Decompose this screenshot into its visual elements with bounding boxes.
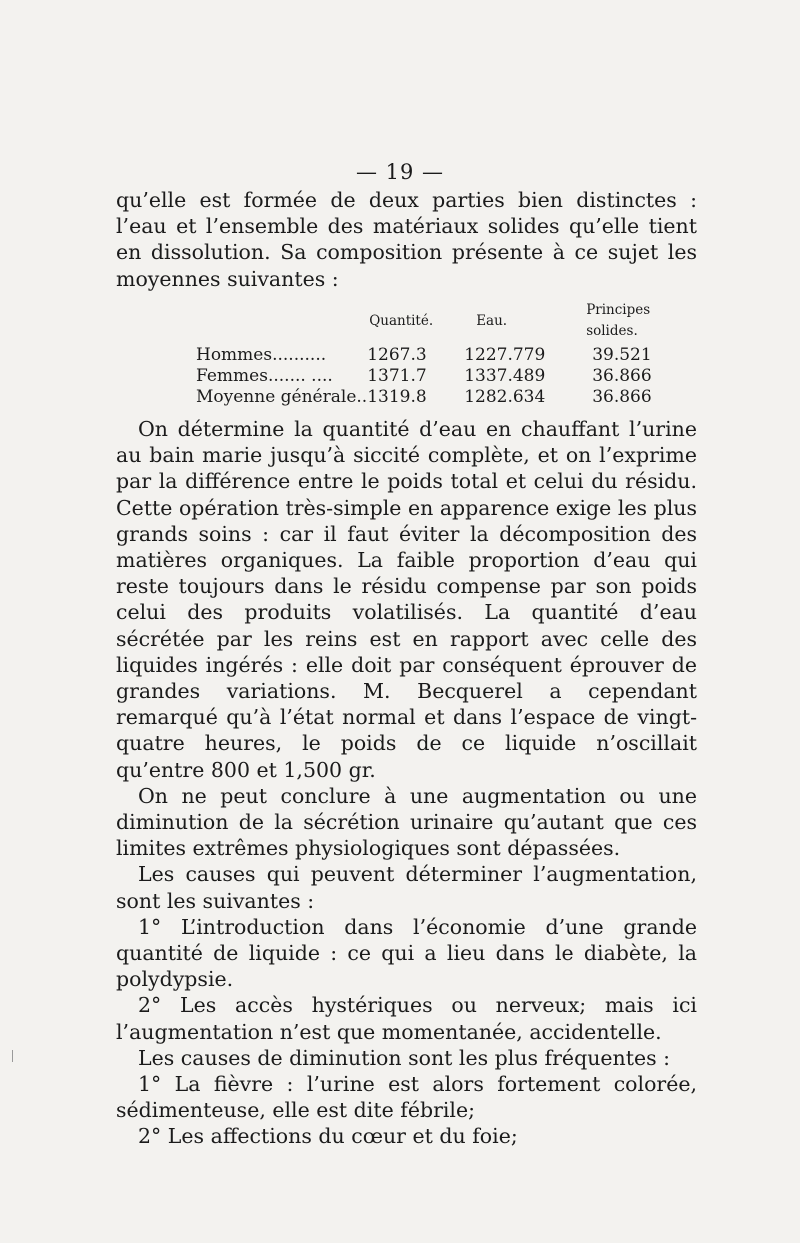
page-number: — 19 — (355, 160, 445, 184)
paragraph-cause-2: 2° Les accès hystériques ou nerveux; mais ici l’augmentation n’est que momentanée, accidentelle. (116, 993, 697, 1044)
paragraph-limites: On ne peut conclure à une augmentation ou une diminution de la sécrétion urinaire qu’autant que ces limites extrêmes physiologiques sont dépassées. (116, 783, 697, 861)
paragraph-causes-augmentation: Les causes qui peuvent déterminer l’augmentation, sont les suivantes : (116, 862, 697, 913)
paragraph-diminution-1: 1° La fièvre : l’urine est alors fortement colorée, sédimenteuse, elle est dite fébrile; (116, 1072, 697, 1123)
table-header-eau: Eau. (476, 312, 508, 329)
row-label: Femmes....... .... (196, 366, 333, 386)
table-header-principes: Principes solides. (586, 302, 651, 339)
cell-eau: 1337.489 (464, 366, 546, 386)
cell-principes: 39.521 (592, 345, 652, 365)
table-row (196, 366, 697, 387)
cell-quantite: 1267.3 (367, 345, 427, 365)
body-text-block (116, 416, 697, 1150)
paragraph-causes-diminution: Les causes de diminution sont les plus fréquentes : (138, 1045, 671, 1070)
table-header-label (196, 300, 367, 345)
row-label: Hommes.......... (196, 345, 327, 365)
cell-quantite: 1319.8 (367, 387, 427, 407)
table-row (196, 345, 697, 366)
intro-paragraph-block (116, 187, 697, 292)
cell-principes: 36.866 (592, 366, 652, 386)
paragraph-quantite-eau: On détermine la quantité d’eau en chauffant l’urine au bain marie jusqu’à siccité complète, et on l’exprime par la différence entre le poids total et celui du résidu. Cette opération très-simple en apparence exige les plus grands soins : car il faut éviter la décomposition des matières organiques. La faible proportion d’eau qui reste toujours dans le résidu compense par son poids celui des produits volatilisés. La quantité d’eau sécrétée par les reins est en rapport avec celle des liquides ingérés : elle doit par conséquent éprouver de grandes variations. M. Becquerel a cependant remarqué qu’à l’état normal et dans l’espace de vingt-quatre heures, le poids de ce liquide n’oscillait qu’entre 800 et 1,500 gr. (116, 417, 697, 782)
cell-eau: 1227.779 (464, 345, 546, 365)
table-row (196, 387, 697, 408)
cell-principes: 36.866 (592, 387, 652, 407)
margin-mark (12, 1050, 13, 1062)
cell-eau: 1282.634 (464, 387, 546, 407)
row-label: Moyenne générale.. (196, 387, 368, 407)
moyennes-table (196, 300, 697, 408)
table-header-row (196, 300, 697, 345)
cell-quantite: 1371.7 (367, 366, 427, 386)
paragraph-diminution-2: 2° Les affections du cœur et du foie; (138, 1124, 518, 1149)
table-header-quantite: Quantité. (369, 312, 434, 329)
paragraph-cause-1: 1° L’introduction dans l’économie d’une grande quantité de liquide : ce qui a lieu dans le diabète, la polydypsie. (116, 914, 697, 992)
intro-paragraph: qu’elle est formée de deux parties bien distinctes : l’eau et l’ensemble des matériaux solides qu’elle tient en dissolution. Sa composition présente à ce sujet les moyennes suivantes : (116, 188, 697, 291)
